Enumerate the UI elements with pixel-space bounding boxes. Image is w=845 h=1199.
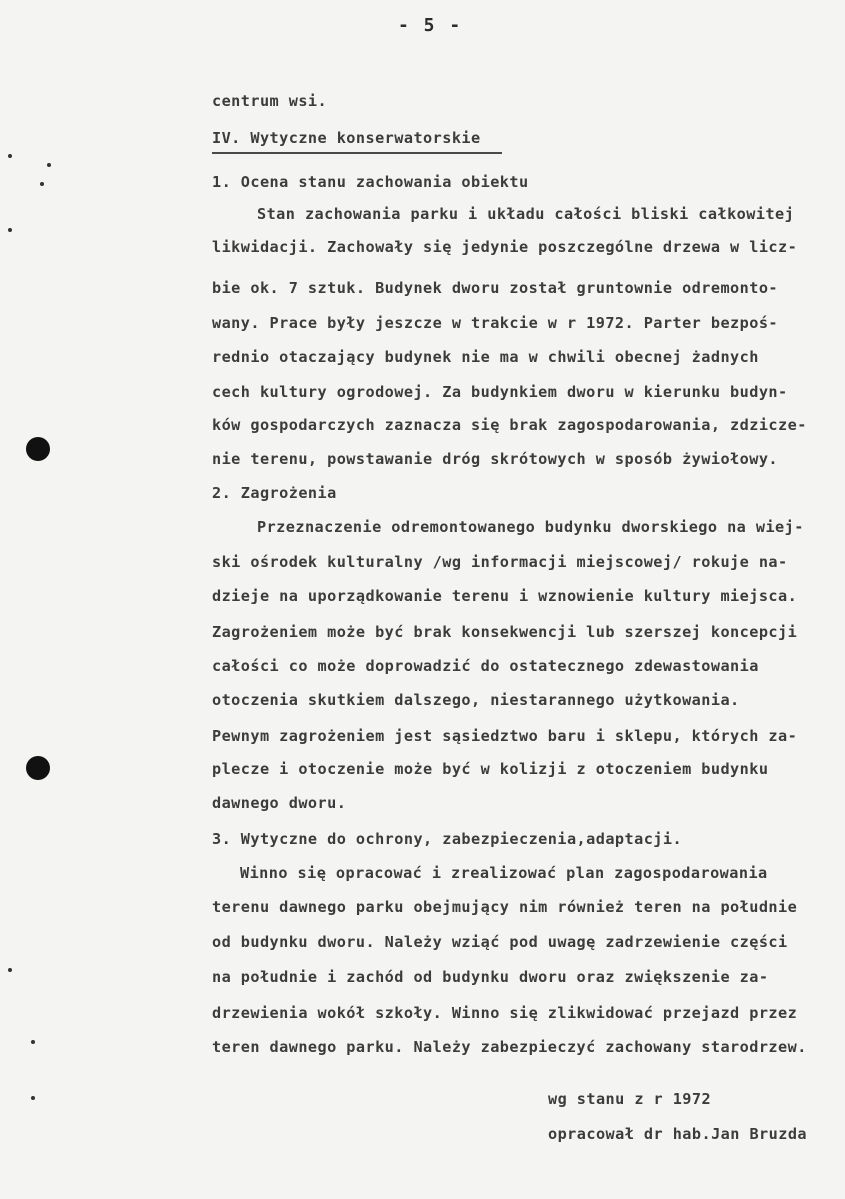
text-line: nie terenu, powstawanie dróg skrótowych w sposób żywiołowy. — [212, 450, 779, 468]
text-line: Winno się opracować i zrealizować plan zagospodarowania — [240, 864, 768, 882]
scan-speck — [31, 1040, 35, 1044]
text-line: całości co może doprowadzić do ostatecznego zdewastowania — [212, 657, 759, 675]
subsection-heading: 1. Ocena stanu zachowania obiektu — [212, 173, 529, 191]
text-line: Pewnym zagrożeniem jest sąsiedztwo baru i sklepu, których za- — [212, 727, 798, 745]
subsection-heading: 2. Zagrożenia — [212, 484, 337, 502]
punch-hole — [26, 756, 50, 780]
text-line: od budynku dworu. Należy wziąć pod uwagę zadrzewienie części — [212, 933, 788, 951]
scan-speck — [8, 968, 12, 972]
text-line: plecze i otoczenie może być w kolizji z otoczeniem budynku — [212, 760, 769, 778]
text-line: bie ok. 7 sztuk. Budynek dworu został gruntownie odremonto- — [212, 279, 779, 297]
text-line: ków gospodarczych zaznacza się brak zagospodarowania, zdzicze- — [212, 416, 807, 434]
section-heading: IV. Wytyczne konserwatorskie — [212, 129, 481, 147]
subsection-heading: 3. Wytyczne do ochrony, zabezpieczenia,adaptacji. — [212, 830, 683, 848]
text-line: centrum wsi. — [212, 92, 328, 110]
text-line: dzieje na uporządkowanie terenu i wznowienie kultury miejsca. — [212, 587, 798, 605]
text-line: rednio otaczający budynek nie ma w chwili obecnej żadnych — [212, 348, 759, 366]
scan-speck — [8, 154, 12, 158]
signature-line: opracował dr hab.Jan Bruzda — [548, 1125, 808, 1143]
heading-underline — [212, 152, 502, 154]
text-line: wany. Prace były jeszcze w trakcie w r 1972. Parter bezpoś- — [212, 314, 779, 332]
punch-hole — [26, 437, 50, 461]
text-line: Zagrożeniem może być brak konsekwencji lub szerszej koncepcji — [212, 623, 798, 641]
scan-speck — [40, 182, 44, 186]
text-line: likwidacji. Zachowały się jedynie poszczególne drzewa w licz- — [212, 238, 798, 256]
scan-speck — [47, 163, 51, 167]
text-line: ski ośrodek kulturalny /wg informacji miejscowej/ rokuje na- — [212, 553, 788, 571]
page-number: - 5 - — [398, 15, 463, 36]
text-line: dawnego dworu. — [212, 794, 347, 812]
scan-speck — [8, 228, 12, 232]
text-line: na południe i zachód od budynku dworu oraz zwiększenie za- — [212, 968, 769, 986]
text-line: Przeznaczenie odremontowanego budynku dworskiego na wiej- — [257, 518, 804, 536]
scan-speck — [31, 1096, 35, 1100]
date-note: wg stanu z r 1972 — [548, 1090, 712, 1108]
text-line: Stan zachowania parku i układu całości bliski całkowitej — [257, 205, 795, 223]
text-line: terenu dawnego parku obejmujący nim również teren na południe — [212, 898, 798, 916]
text-line: cech kultury ogrodowej. Za budynkiem dworu w kierunku budyn- — [212, 383, 788, 401]
text-line: teren dawnego parku. Należy zabezpieczyć zachowany starodrzew. — [212, 1038, 807, 1056]
text-line: drzewienia wokół szkoły. Winno się zlikwidować przejazd przez — [212, 1004, 798, 1022]
text-line: otoczenia skutkiem dalszego, niestarannego użytkowania. — [212, 691, 740, 709]
